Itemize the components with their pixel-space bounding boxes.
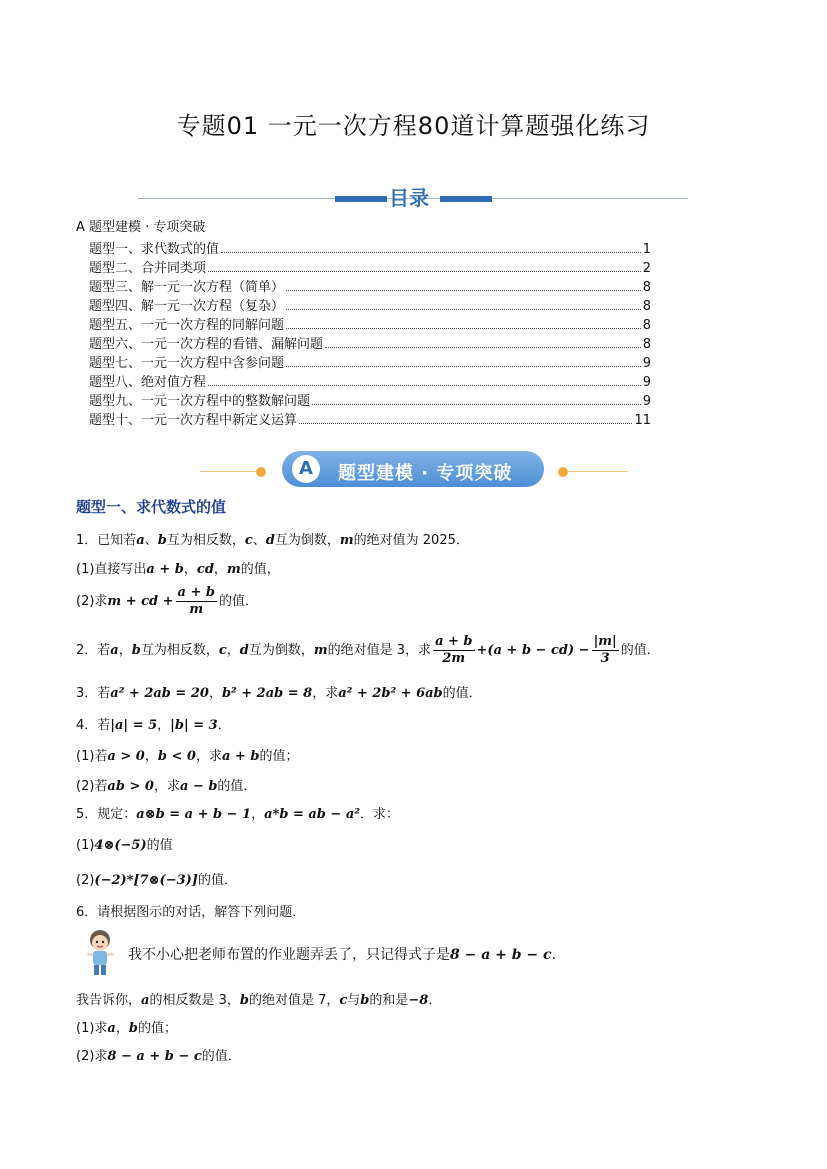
question-1-part-2: (2)求m + cd + $\frac{a + b}{m}$ 的值．	[76, 585, 259, 617]
question-4: 4．若|a| = 5，|b| = 3．	[76, 718, 231, 733]
toc-item-page: 1	[642, 242, 651, 257]
banner-line-right	[568, 471, 628, 472]
toc-leader	[221, 252, 641, 253]
toc-item-label: 题型四、解一元一次方程（复杂）	[89, 299, 285, 314]
question-5-part-1: (1)4⊗(−5)的值	[76, 838, 173, 853]
question-1-part-1: (1)直接写出a + b，cd，m的值，	[76, 562, 280, 577]
toc-item-page: 8	[642, 318, 651, 333]
toc-leader	[312, 404, 641, 405]
dialogue-bubble: 我不小心把老师布置的作业题弄丢了，只记得式子是8 − a + b − c．	[128, 947, 566, 963]
toc-item-page: 9	[642, 394, 651, 409]
toc-item-page: 11	[634, 413, 651, 428]
toc-leader	[286, 366, 641, 367]
toc-item[interactable]	[89, 352, 651, 371]
toc-item-label: 题型九、一元一次方程中的整数解问题	[89, 394, 311, 409]
toc-item[interactable]	[89, 257, 651, 276]
toc-item-label: 题型十、一元一次方程中新定义运算	[89, 413, 298, 428]
fraction: $\frac{a + b}{2m}$	[435, 634, 473, 666]
fraction: $\frac{|m|}{3}$	[593, 634, 617, 666]
question-5: 5．规定：a⊗b = a + b − 1，a*b = ab − a²．求：	[76, 807, 399, 822]
toc-item[interactable]	[89, 333, 651, 352]
question-3: 3．若a² + 2ab = 20，b² + 2ab = 8，求a² + 2b² + 6ab的值．	[76, 686, 482, 701]
toc-item[interactable]	[89, 371, 651, 390]
banner-letter: A	[292, 455, 320, 483]
toc-item[interactable]	[89, 314, 651, 333]
toc-heading: 目录	[389, 186, 429, 210]
toc-leader	[208, 271, 641, 272]
toc-item[interactable]	[89, 276, 651, 295]
banner-line-left	[200, 471, 260, 472]
toc-leader	[325, 347, 641, 348]
banner-text: 题型建模 · 专项突破	[338, 463, 513, 484]
question-6-part-2: (2)求8 − a + b − c的值．	[76, 1049, 241, 1064]
student-cartoon-icon	[84, 928, 118, 978]
toc-item[interactable]	[89, 390, 651, 409]
toc-item[interactable]	[89, 295, 651, 314]
toc-leader	[299, 423, 632, 424]
toc-leader	[208, 385, 641, 386]
toc-leader	[286, 290, 641, 291]
toc-accent-left	[335, 196, 387, 202]
question-1: 1．已知若a、b互为相反数，c、d互为倒数，m的绝对值为 2025．	[76, 533, 469, 548]
toc-item-label: 题型六、一元一次方程的看错、漏解问题	[89, 337, 324, 352]
toc-item-page: 2	[642, 261, 651, 276]
toc-item-label: 题型二、合并同类项	[89, 261, 207, 276]
toc-leader	[286, 309, 641, 310]
question-4-part-2: (2)若ab > 0，求a − b的值．	[76, 779, 257, 794]
toc-item-label: 题型五、一元一次方程的同解问题	[89, 318, 285, 333]
toc-item-label: 题型三、解一元一次方程（简单）	[89, 280, 285, 295]
fraction: $\frac{a + b}{m}$	[177, 585, 216, 617]
toc-item[interactable]	[89, 238, 651, 257]
question-5-part-2: (2)(−2)*[7⊗(−3)]的值．	[76, 873, 237, 888]
toc-item-label: 题型一、求代数式的值	[89, 242, 220, 257]
banner-dot-right	[558, 467, 568, 477]
toc-item-page: 8	[642, 280, 651, 295]
toc-item[interactable]	[89, 409, 651, 428]
question-6-given: 我告诉你，a的相反数是 3，b的绝对值是 7，c与b的和是−8．	[76, 993, 442, 1008]
question-6: 6．请根据图示的对话，解答下列问题．	[76, 905, 306, 920]
question-4-part-1: (1)若a > 0，b < 0，求a + b的值；	[76, 749, 299, 764]
toc-accent-right	[440, 196, 492, 202]
question-6-part-1: (1)求a，b的值；	[76, 1021, 177, 1036]
page-title: 专题01 一元一次方程80道计算题强化练习	[176, 112, 651, 140]
toc-leader	[286, 328, 641, 329]
toc-item-page: 8	[642, 299, 651, 314]
banner-dot-left	[256, 467, 266, 477]
toc-part-a: A 题型建模 · 专项突破	[76, 220, 206, 235]
toc-item-label: 题型八、绝对值方程	[89, 375, 207, 390]
toc-item-label: 题型七、一元一次方程中含参问题	[89, 356, 285, 371]
toc-item-page: 9	[642, 356, 651, 371]
section-heading: 题型一、求代数式的值	[76, 498, 227, 516]
question-2: 2．若a，b互为相反数，c，d互为倒数，m的绝对值是 3，求 $\frac{a + b}{2m}$ +(a + b − cd) − $\frac{|m|}{3}$ 的值．	[76, 634, 660, 666]
toc-item-page: 8	[642, 337, 651, 352]
toc-item-page: 9	[642, 375, 651, 390]
